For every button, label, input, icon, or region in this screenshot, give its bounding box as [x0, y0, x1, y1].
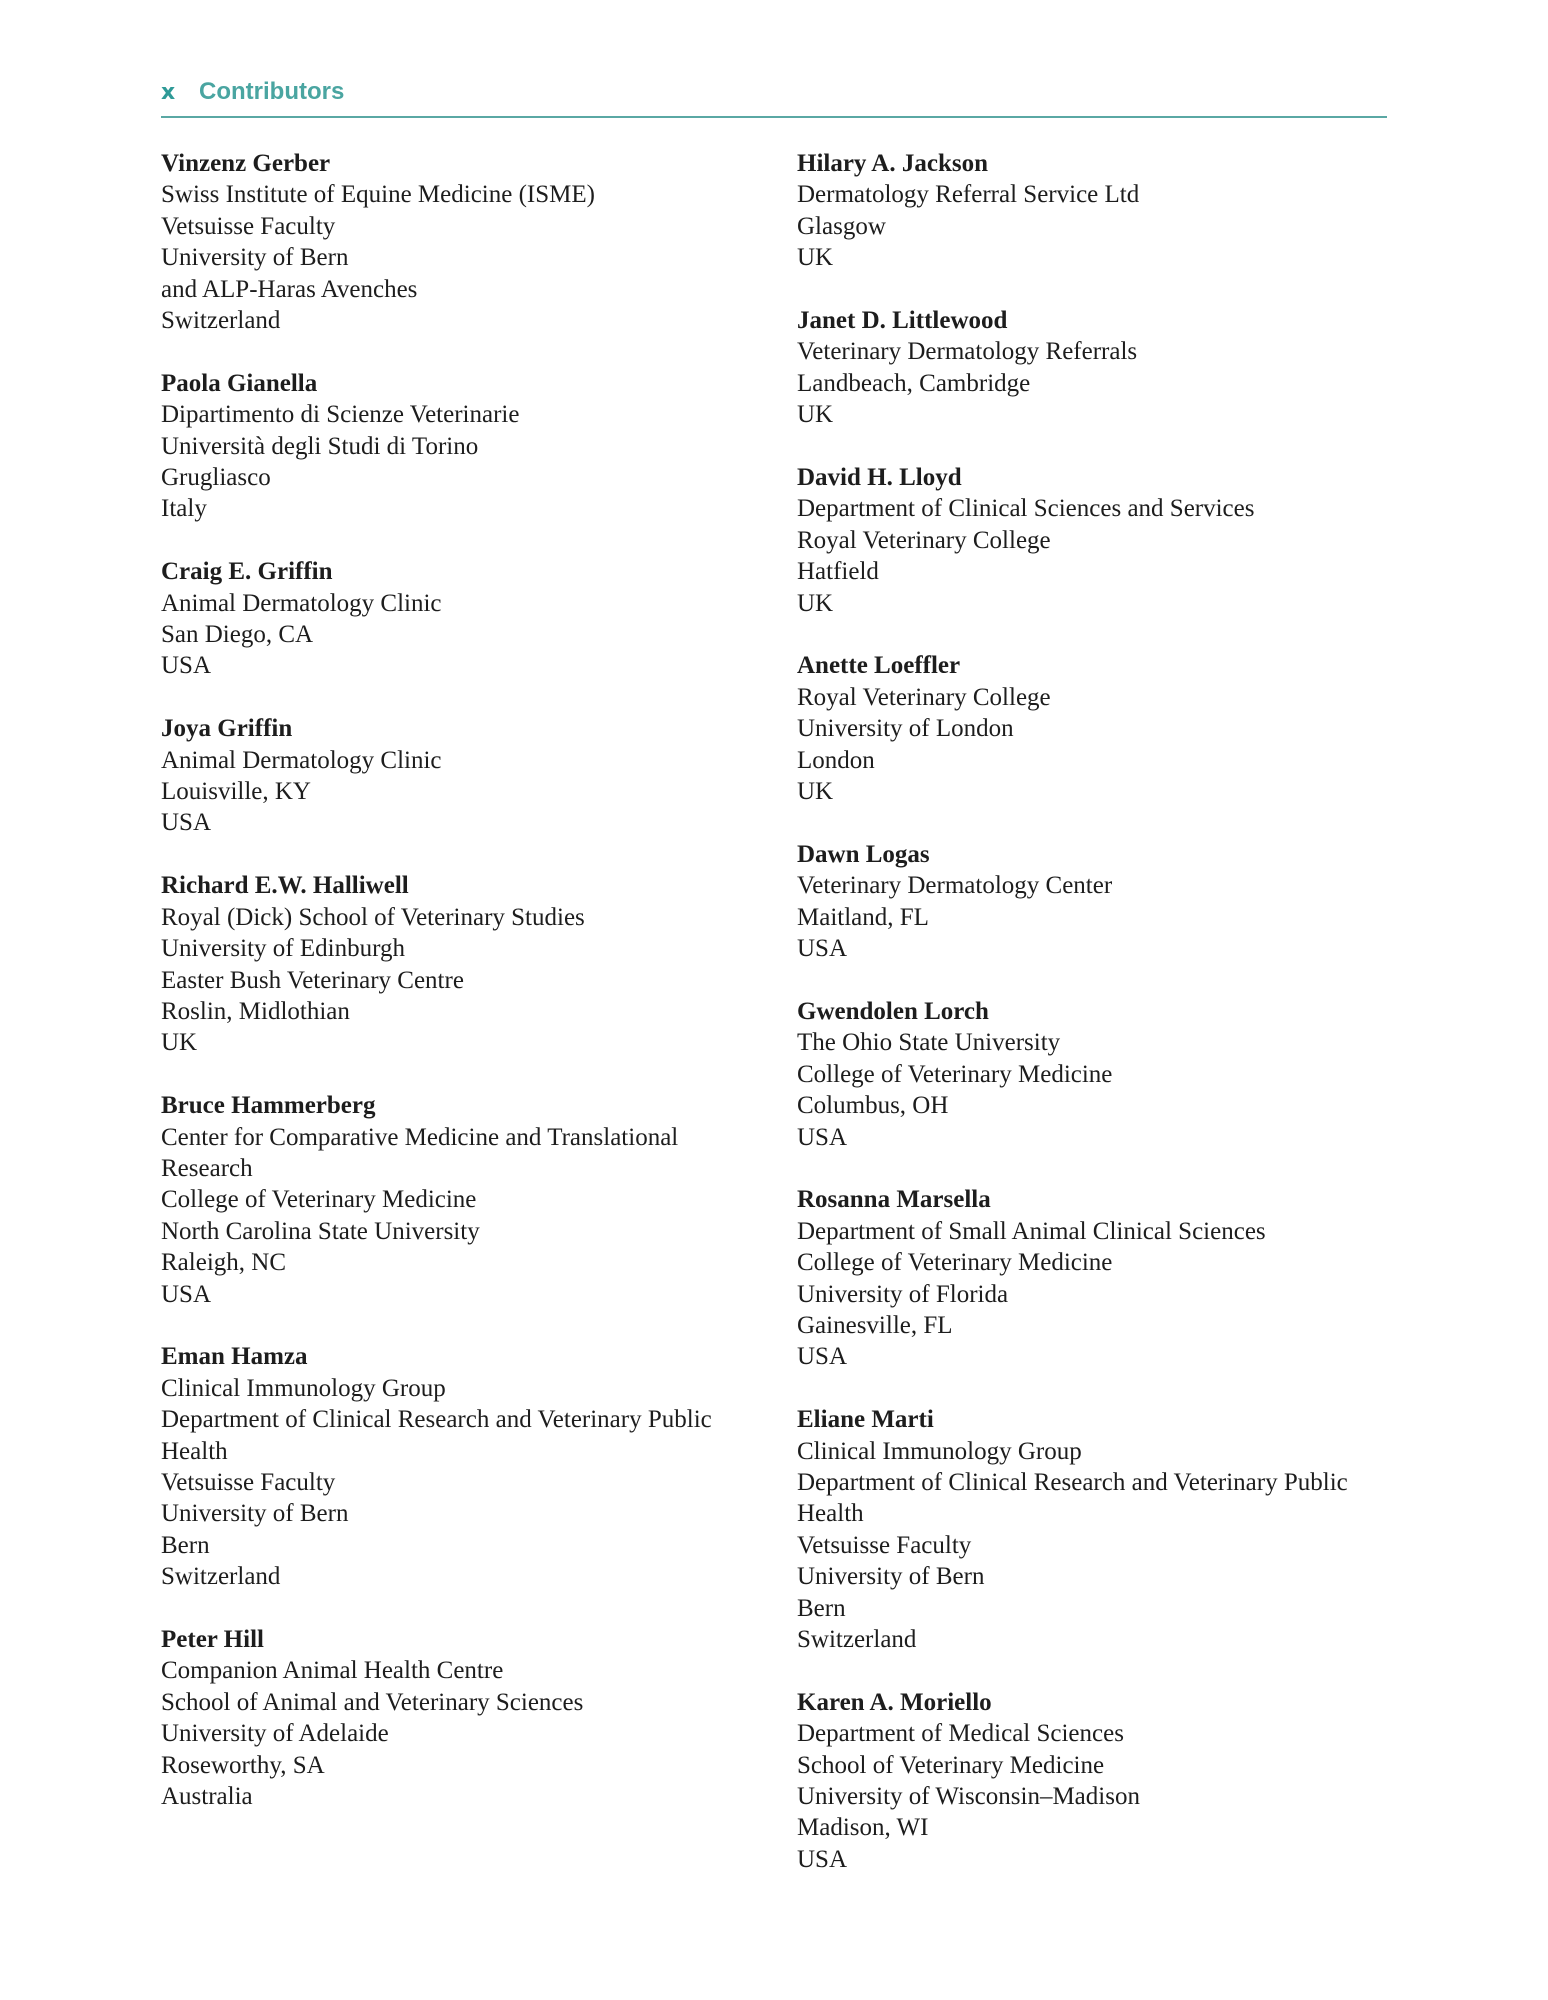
affiliation-line: College of Veterinary Medicine [797, 1060, 1113, 1088]
affiliation-line: UK [161, 1029, 198, 1057]
affiliation-line: UK [797, 778, 834, 806]
affiliation-line: Switzerland [161, 1563, 281, 1591]
affiliation-line: Health [797, 1500, 864, 1528]
affiliation-line: Landbeach, Cambridge [797, 369, 1031, 397]
affiliation-line: Clinical Immunology Group [797, 1437, 1082, 1465]
contributors-right-column [797, 148, 1417, 1907]
affiliation-line: University of Bern [797, 1563, 985, 1591]
contributor-entry [161, 148, 761, 336]
affiliation-line: Raleigh, NC [161, 1249, 286, 1277]
affiliation-line: Dipartimento di Scienze Veterinarie [161, 401, 520, 429]
contributor-name: Janet D. Littlewood [797, 307, 1008, 335]
contributor-entry [161, 1341, 761, 1592]
affiliation-line: Clinical Immunology Group [161, 1374, 446, 1402]
affiliation-line: Veterinary Dermatology Center [797, 872, 1113, 900]
affiliation-line: Australia [161, 1783, 253, 1811]
contributor-entry [797, 1404, 1417, 1655]
contributor-name: Peter Hill [161, 1625, 264, 1653]
contributor-name: Gwendolen Lorch [797, 997, 989, 1025]
affiliation-line: San Diego, CA [161, 621, 314, 649]
contributors-left-column [161, 148, 761, 1844]
affiliation-line: College of Veterinary Medicine [797, 1249, 1113, 1277]
affiliation-line: London [797, 746, 875, 774]
contributor-entry [161, 713, 761, 839]
affiliation-line: Università degli Studi di Torino [161, 432, 479, 460]
contributor-name: Hilary A. Jackson [797, 150, 988, 177]
affiliation-line: Columbus, OH [797, 1092, 949, 1120]
affiliation-line: Easter Bush Veterinary Centre [161, 966, 464, 994]
contributor-entry [797, 462, 1417, 619]
affiliation-line: Vetsuisse Faculty [797, 1531, 972, 1559]
affiliation-line: USA [161, 809, 212, 837]
contributor-name: Eliane Marti [797, 1406, 934, 1434]
affiliation-line: Health [161, 1437, 228, 1465]
contributor-name: Craig E. Griffin [161, 558, 333, 586]
contributor-name: Anette Loeffler [797, 652, 961, 680]
affiliation-line: The Ohio State University [797, 1029, 1061, 1057]
affiliation-line: USA [797, 1845, 848, 1873]
affiliation-line: University of Bern [161, 244, 349, 272]
contributor-entry [161, 1624, 761, 1812]
affiliation-line: Animal Dermatology Clinic [161, 589, 442, 617]
affiliation-line: Animal Dermatology Clinic [161, 746, 442, 774]
affiliation-line: Department of Clinical Research and Veterinary Public [797, 1468, 1348, 1496]
affiliation-line: Louisville, KY [161, 778, 311, 806]
affiliation-line: University of Edinburgh [161, 935, 405, 963]
affiliation-line: Grugliasco [161, 464, 271, 492]
affiliation-line: Vetsuisse Faculty [161, 212, 336, 240]
affiliation-line: Veterinary Dermatology Referrals [797, 338, 1138, 366]
contributor-name: Eman Hamza [161, 1343, 308, 1371]
affiliation-line: Roseworthy, SA [161, 1751, 325, 1779]
affiliation-line: Madison, WI [797, 1814, 929, 1842]
affiliation-line: and ALP-Haras Avenches [161, 275, 418, 303]
affiliation-line: Hatfield [797, 558, 879, 586]
contributor-entry [161, 870, 761, 1058]
affiliation-line: University of Florida [797, 1280, 1009, 1308]
affiliation-line: UK [797, 244, 834, 272]
affiliation-line: University of London [797, 715, 1014, 743]
contributor-name: David H. Lloyd [797, 464, 962, 492]
affiliation-line: Vetsuisse Faculty [161, 1468, 336, 1496]
contributor-name: Vinzenz Gerber [161, 150, 331, 177]
affiliation-line: Research [161, 1154, 253, 1182]
affiliation-line: School of Veterinary Medicine [797, 1751, 1105, 1779]
affiliation-line: Royal Veterinary College [797, 526, 1051, 554]
affiliation-line: Italy [161, 495, 207, 523]
affiliation-line: Switzerland [161, 307, 281, 335]
affiliation-line: USA [797, 1123, 848, 1151]
affiliation-line: Maitland, FL [797, 903, 929, 931]
contributor-entry [161, 556, 761, 682]
contributor-entry [797, 996, 1417, 1153]
affiliation-line: Glasgow [797, 212, 886, 240]
contributor-name: Rosanna Marsella [797, 1186, 991, 1214]
affiliation-line: Swiss Institute of Equine Medicine (ISME) [161, 181, 595, 209]
affiliation-line: Department of Clinical Research and Veterinary Public [161, 1406, 712, 1434]
affiliation-line: USA [797, 1343, 848, 1371]
affiliation-line: Royal (Dick) School of Veterinary Studies [161, 903, 585, 931]
page-number: x [161, 80, 176, 105]
affiliation-line: Department of Medical Sciences [797, 1720, 1124, 1748]
affiliation-line: North Carolina State University [161, 1217, 480, 1245]
affiliation-line: UK [797, 401, 834, 429]
contributor-entry [797, 650, 1417, 807]
contributor-entry [161, 368, 761, 525]
contributor-entry [797, 839, 1417, 965]
contributor-entry [797, 1687, 1417, 1875]
affiliation-line: Department of Clinical Sciences and Services [797, 495, 1255, 523]
affiliation-line: College of Veterinary Medicine [161, 1186, 477, 1214]
affiliation-line: USA [161, 1280, 212, 1308]
running-header [161, 78, 1387, 118]
affiliation-line: Bern [161, 1531, 210, 1559]
affiliation-line: School of Animal and Veterinary Sciences [161, 1688, 584, 1716]
contributor-name: Paola Gianella [161, 369, 318, 397]
affiliation-line: USA [797, 935, 848, 963]
contributor-entry [161, 1090, 761, 1310]
contributor-entry [797, 305, 1417, 431]
contributor-name: Dawn Logas [797, 840, 930, 868]
contributor-entry [797, 1184, 1417, 1372]
section-title: Contributors [199, 78, 345, 105]
affiliation-line: Royal Veterinary College [797, 683, 1051, 711]
affiliation-line: Roslin, Midlothian [161, 997, 350, 1025]
contributor-entry [797, 148, 1417, 274]
affiliation-line: University of Adelaide [161, 1720, 389, 1748]
affiliation-line: Dermatology Referral Service Ltd [797, 181, 1140, 209]
contributor-name: Karen A. Moriello [797, 1688, 992, 1716]
affiliation-line: UK [797, 589, 834, 617]
contributor-name: Joya Griffin [161, 715, 293, 743]
affiliation-line: Companion Animal Health Centre [161, 1657, 504, 1685]
contributor-name: Bruce Hammerberg [161, 1092, 376, 1120]
affiliation-line: University of Bern [161, 1500, 349, 1528]
affiliation-line: Switzerland [797, 1625, 917, 1653]
affiliation-line: Department of Small Animal Clinical Sciences [797, 1217, 1266, 1245]
contributor-name: Richard E.W. Halliwell [161, 872, 409, 900]
affiliation-line: Gainesville, FL [797, 1311, 953, 1339]
affiliation-line: University of Wisconsin–Madison [797, 1783, 1140, 1810]
affiliation-line: USA [161, 652, 212, 680]
affiliation-line: Bern [797, 1594, 846, 1622]
affiliation-line: Center for Comparative Medicine and Translational [161, 1123, 679, 1151]
